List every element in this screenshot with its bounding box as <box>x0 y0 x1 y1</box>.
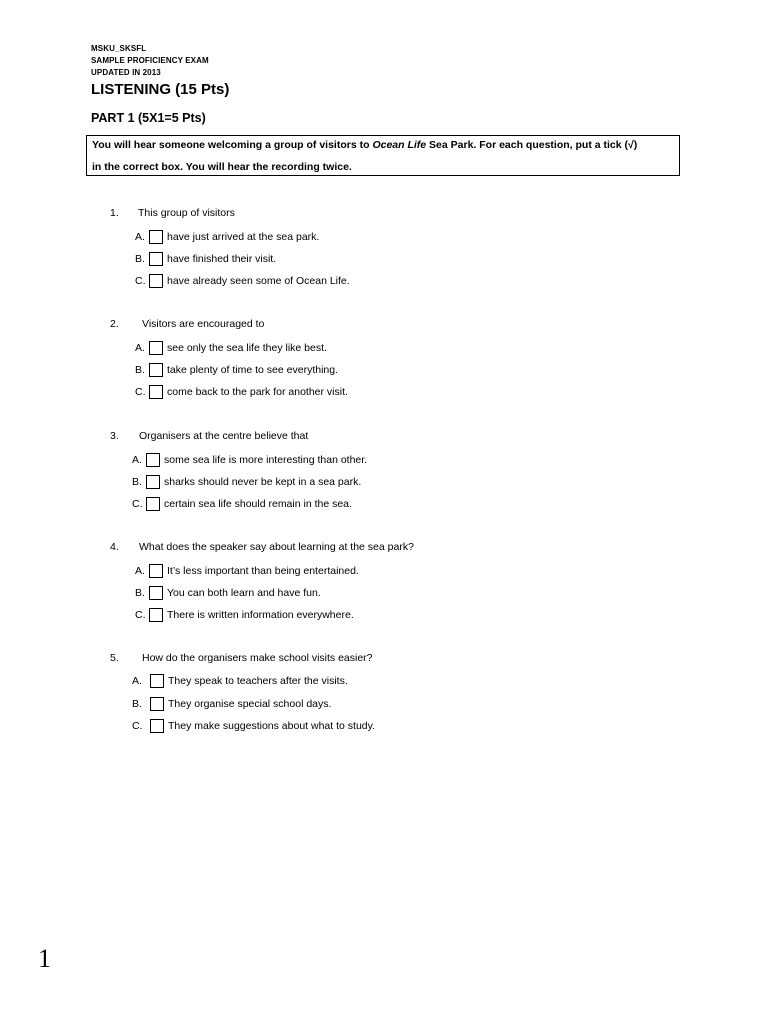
option-row: B. sharks should never be kept in a sea park. <box>132 476 362 488</box>
tick-box[interactable] <box>149 363 163 377</box>
tick-box[interactable] <box>149 274 163 288</box>
question-number: 3. <box>110 430 119 442</box>
exam-subtitle: SAMPLE PROFICIENCY EXAM <box>91 56 209 65</box>
part-title: PART 1 (5X1=5 Pts) <box>91 111 206 125</box>
tick-box[interactable] <box>146 475 160 489</box>
option-row: A. It’s less important than being entertained. <box>135 565 359 577</box>
question-text: This group of visitors <box>138 207 235 219</box>
tick-box[interactable] <box>149 252 163 266</box>
exam-code: MSKU_SKSFL <box>91 44 147 53</box>
page-number: 1 <box>38 944 51 973</box>
option-row: C. certain sea life should remain in the sea. <box>132 498 352 510</box>
option-row: A. They speak to teachers after the visits. <box>132 675 348 687</box>
option-row: C. have already seen some of Ocean Life. <box>135 275 350 287</box>
tick-box[interactable] <box>149 608 163 622</box>
option-row: A. some sea life is more interesting than other. <box>132 454 368 466</box>
tick-box[interactable] <box>150 674 164 688</box>
tick-box[interactable] <box>149 385 163 399</box>
question-number: 1. <box>110 207 119 219</box>
question-number: 2. <box>110 318 119 330</box>
tick-box[interactable] <box>146 497 160 511</box>
tick-box[interactable] <box>149 564 163 578</box>
option-row: C. They make suggestions about what to study. <box>132 720 376 732</box>
question-text: How do the organisers make school visits easier? <box>142 652 373 664</box>
question-number: 4. <box>110 541 119 553</box>
option-row: A. see only the sea life they like best. <box>135 342 327 354</box>
question-text: Organisers at the centre believe that <box>139 430 309 442</box>
option-row: B. take plenty of time to see everything. <box>135 364 339 376</box>
tick-box[interactable] <box>149 586 163 600</box>
exam-updated: UPDATED IN 2013 <box>91 68 161 77</box>
question-number: 5. <box>110 652 119 664</box>
tick-box[interactable] <box>150 719 164 733</box>
park-name: Ocean Life <box>372 139 427 151</box>
tick-box[interactable] <box>149 341 163 355</box>
question-text: Visitors are encouraged to <box>142 318 265 330</box>
instructions-line-2: in the correct box. You will hear the recording twice. <box>92 161 352 173</box>
tick-box[interactable] <box>149 230 163 244</box>
option-row: B. have finished their visit. <box>135 253 277 265</box>
question-text: What does the speaker say about learning at the sea park? <box>139 541 414 553</box>
option-row: A. have just arrived at the sea park. <box>135 231 320 243</box>
instructions-box <box>86 135 680 176</box>
instructions-line-1: You will hear someone welcoming a group of visitors to Ocean Life Sea Park. For each question, put a tick (√) <box>92 139 638 151</box>
option-row: B. They organise special school days. <box>132 698 332 710</box>
tick-box[interactable] <box>150 697 164 711</box>
option-row: C. There is written information everywhere. <box>135 609 354 621</box>
section-title: LISTENING (15 Pts) <box>91 81 230 98</box>
tick-box[interactable] <box>146 453 160 467</box>
option-row: C. come back to the park for another visit. <box>135 386 348 398</box>
option-row: B. You can both learn and have fun. <box>135 587 321 599</box>
